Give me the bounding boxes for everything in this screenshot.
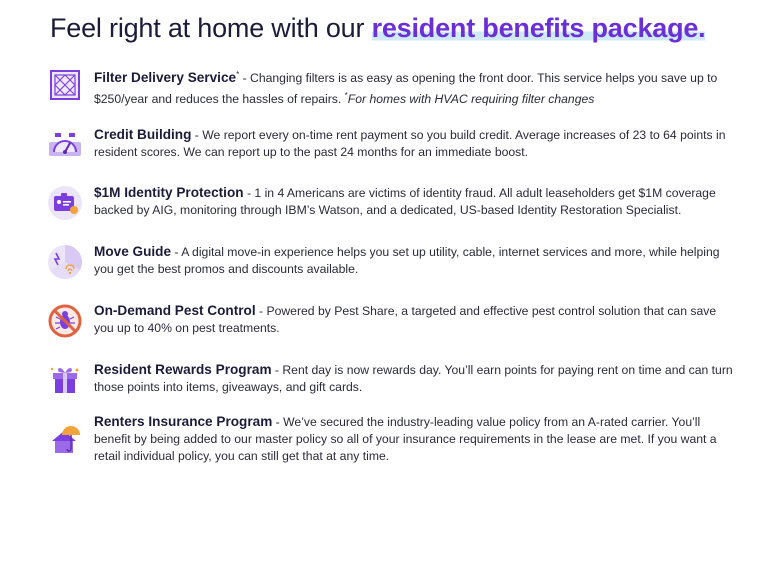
- benefit-identity-protection: [46, 184, 736, 234]
- benefit-description: Rent day is now rewards day. You’ll earn points for paying rent on time and can turn those points into items, giveaways, and gift cards.: [94, 363, 733, 394]
- benefit-dash: -: [255, 304, 267, 318]
- benefit-note: For homes with HVAC requiring filter changes: [347, 92, 595, 107]
- benefit-name: $1M Identity Protection: [94, 185, 244, 200]
- title-highlight: resident benefits package.: [371, 13, 706, 43]
- title-prefix: Feel right at home with our: [50, 13, 372, 43]
- filter-icon: [46, 66, 84, 104]
- benefit-filter-delivery: [46, 66, 736, 116]
- benefit-credit-building: [46, 126, 736, 176]
- benefit-marker: *: [236, 70, 240, 79]
- benefit-name: Credit Building: [94, 127, 192, 142]
- insurance-umbrella-icon: [46, 421, 84, 459]
- benefit-dash: -: [171, 245, 182, 259]
- benefit-dash: -: [191, 128, 203, 142]
- gift-icon: [46, 361, 84, 399]
- benefit-dash: -: [243, 186, 255, 200]
- benefit-name: Move Guide: [94, 244, 172, 259]
- note-marker: *: [344, 91, 348, 101]
- benefit-description: We’ve secured the industry-leading value policy from an A-rated carrier. You’ll benefit by being added to our master policy so all of your insurance requirements in the lease are met. If you want a retail individual policy, you can still get that at any time.: [94, 415, 717, 463]
- benefit-description: Changing filters is as easy as opening the front door. This service helps you save up to $250/year and reduces the hassles of repairs.: [94, 71, 718, 107]
- benefit-dash: -: [271, 363, 283, 377]
- identity-card-icon: [46, 184, 84, 222]
- benefit-name: Renters Insurance Program: [94, 414, 273, 429]
- benefit-description: A digital move-in experience helps you set up utility, cable, internet services and more, while helping you get the best promos and discounts available.: [94, 245, 720, 276]
- benefit-move-guide: [46, 243, 736, 293]
- benefit-description: 1 in 4 Americans are victims of identity fraud. All adult leaseholders get $1M coverage backed by AIG, monitoring through IBM’s Watson, and a dedicated, US-based Identity Restoration Specialist.: [94, 186, 716, 217]
- benefit-resident-rewards: [46, 361, 736, 411]
- benefit-name: Resident Rewards Program: [94, 362, 272, 377]
- credit-gauge-icon: [46, 126, 84, 164]
- benefit-description: We report every on-time rent payment so you build credit. Average increases of 23 to 64 points in resident scores. We can report up to the past 24 months for an immediate boost.: [94, 128, 726, 159]
- benefit-name: On-Demand Pest Control: [94, 303, 256, 318]
- benefit-name: Filter Delivery Service: [94, 70, 237, 86]
- benefit-renters-insurance: [46, 413, 736, 463]
- pest-control-icon: [46, 302, 84, 340]
- benefit-dash: -: [239, 71, 251, 86]
- page-title: [50, 10, 705, 46]
- benefit-dash: -: [272, 415, 284, 429]
- move-guide-icon: [46, 243, 84, 281]
- benefit-pest-control: [46, 302, 736, 352]
- benefit-description: Powered by Pest Share, a targeted and effective pest control solution that can save you up to 40% on pest treatments.: [94, 304, 717, 335]
